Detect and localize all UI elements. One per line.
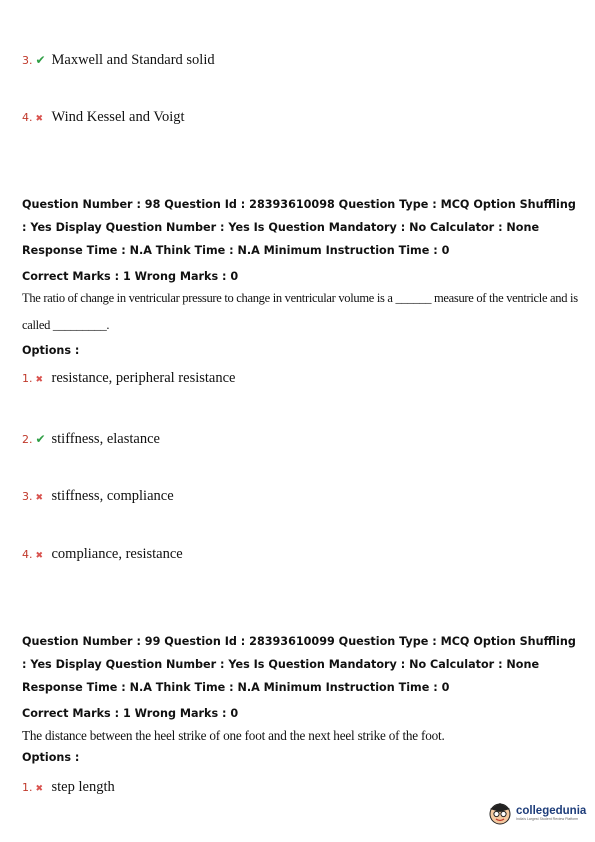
- cross-icon: ✖: [35, 493, 44, 503]
- question-98-option-4: [22, 546, 183, 563]
- option-text: compliance, resistance: [51, 546, 183, 562]
- cross-icon: ✖: [35, 375, 44, 385]
- question-98-marks: Correct Marks : 1 Wrong Marks : 0: [22, 270, 239, 283]
- option-text: step length: [51, 779, 115, 795]
- question-98-meta: Question Number : 98 Question Id : 28393610098 Question Type : MCQ Option Shuffling : Yes Display Question Number : Yes Is Question Mandatory : No Calculator : None Response Time : N.A Think Time : N.A Minimum Instruction Time : 0: [22, 198, 576, 257]
- option-text: Wind Kessel and Voigt: [51, 109, 185, 125]
- option-number: 4.: [22, 111, 33, 124]
- option-number: 4.: [22, 548, 33, 561]
- mascot-logo-icon: [488, 800, 512, 826]
- cross-icon: ✖: [35, 784, 44, 794]
- question-98-option-2: [22, 431, 160, 448]
- question-99-option-1: [22, 779, 115, 796]
- option-text: Maxwell and Standard solid: [51, 52, 215, 68]
- logo-name: collegedunia: [516, 804, 587, 817]
- collegedunia-logo[interactable]: [488, 800, 586, 826]
- option-number: 1.: [22, 781, 33, 794]
- question-98-option-3: [22, 488, 174, 505]
- question-99-text: The distance between the heel strike of one foot and the next heel strike of the foot.: [22, 728, 445, 743]
- check-icon: ✔: [35, 53, 46, 67]
- option-text: stiffness, elastance: [51, 431, 160, 447]
- option-text: resistance, peripheral resistance: [51, 370, 236, 386]
- option-number: 1.: [22, 372, 33, 385]
- option-4: [22, 109, 185, 126]
- question-99-options-label: Options :: [22, 751, 80, 764]
- option-3: [22, 52, 215, 69]
- option-number: 2.: [22, 433, 33, 446]
- cross-icon: ✖: [35, 114, 44, 124]
- option-number: 3.: [22, 54, 33, 67]
- option-number: 3.: [22, 490, 33, 503]
- question-98-option-1: [22, 370, 235, 387]
- question-98-text: The ratio of change in ventricular pressure to change in ventricular volume is a ______ measure of the ventricle and is called _________.: [22, 291, 578, 332]
- cross-icon: ✖: [35, 551, 44, 561]
- option-text: stiffness, compliance: [51, 488, 174, 504]
- check-icon: ✔: [35, 432, 46, 446]
- logo-tagline: India's Largest Student Review Platform: [516, 816, 579, 821]
- question-98-options-label: Options :: [22, 344, 80, 357]
- logo-text: [516, 805, 586, 822]
- question-99-meta: Question Number : 99 Question Id : 28393610099 Question Type : MCQ Option Shuffling : Yes Display Question Number : Yes Is Question Mandatory : No Calculator : None Response Time : N.A Think Time : N.A Minimum Instruction Time : 0: [22, 635, 576, 694]
- question-99-marks: Correct Marks : 1 Wrong Marks : 0: [22, 707, 239, 720]
